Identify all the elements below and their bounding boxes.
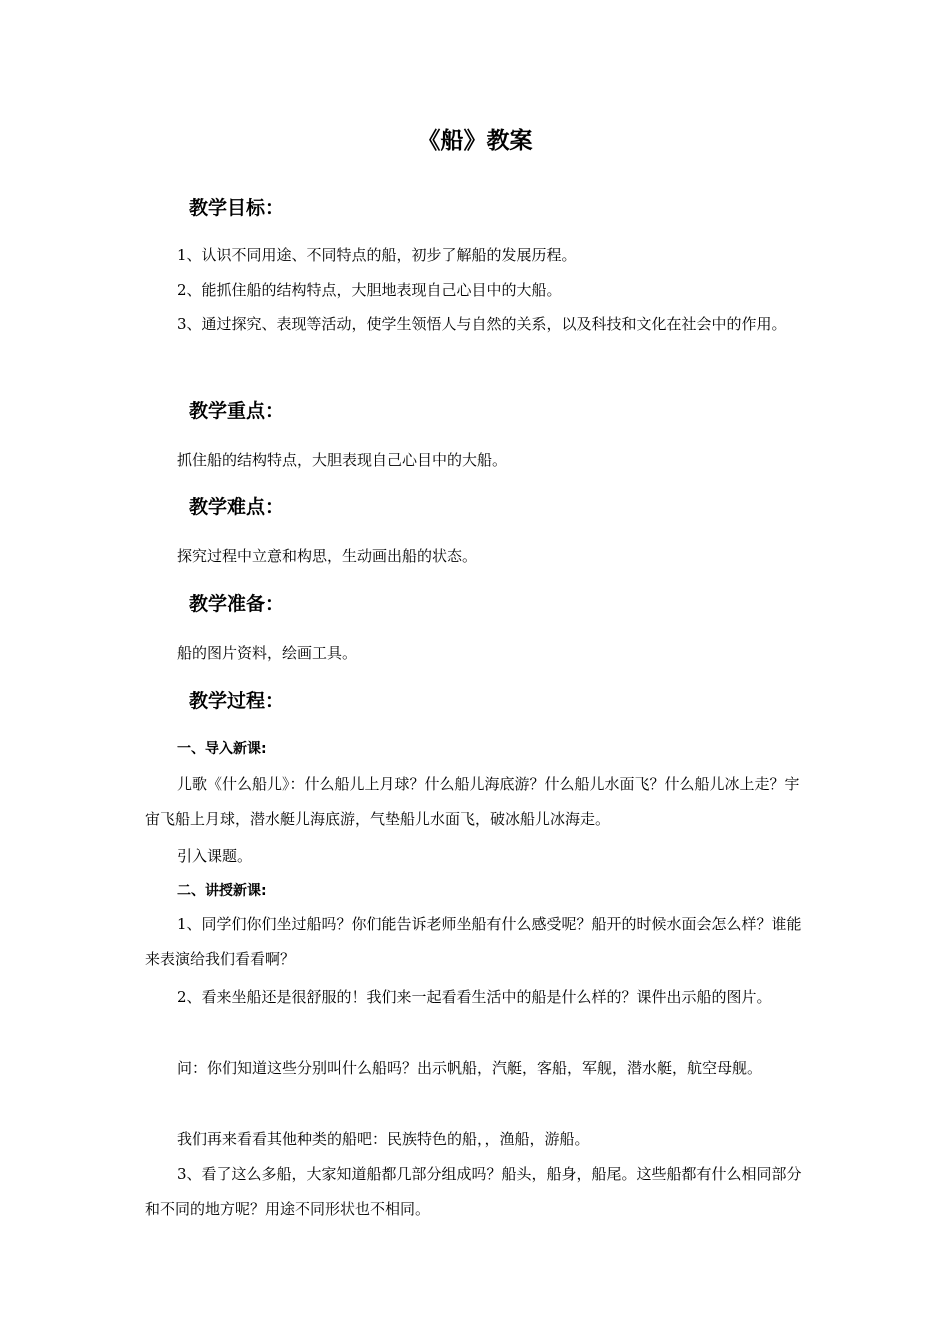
intro-song: 儿歌《什么船儿》：什么船儿上月球？什么船儿海底游？什么船儿水面飞？什么船儿冰上走？宇宙飞船上月球，潜水艇儿海底游，气垫船儿水面飞，破冰船儿冰海走。 [145,775,800,828]
intro-lead: 引入课题。 [177,847,253,865]
teach-paragraph-4: 我们再来看看其他种类的船吧：民族特色的船，，渔船，游船。 [177,1130,590,1148]
process-heading: 教学过程： [189,690,285,712]
difficulties-text: 探究过程中立意和构思，生动画出船的状态。 [177,547,478,565]
teach-paragraph-3: 问：你们知道这些分别叫什么船吗？出示帆船，汽艇，客船，军舰，潜水艇，航空母舰。 [177,1059,763,1077]
goal-item-2: 2、能抓住船的结构特点，大胆地表现自己心目中的大船。 [177,281,562,299]
teach-paragraph-2: 2、看来坐船还是很舒服的！我们来一起看看生活中的船是什么样的？课件出示船的图片。 [177,988,772,1006]
preparation-heading: 教学准备： [189,593,285,615]
goals-heading: 教学目标： [189,197,285,219]
difficulties-heading: 教学难点： [189,496,285,518]
teach-heading: 二、讲授新课: [177,883,267,899]
teach-paragraph-5: 3、看了这么多船，大家知道船都几部分组成吗？船头，船身，船尾。这些船都有什么相同部分和不同的地方呢？用途不同形状也不相同。 [145,1165,802,1218]
key-points-heading: 教学重点： [189,400,285,422]
preparation-text: 船的图片资料，绘画工具。 [177,644,358,662]
document-title: 《船》教案 [417,128,533,154]
goal-item-1: 1、认识不同用途、不同特点的船，初步了解船的发展历程。 [177,246,577,264]
intro-heading: 一、导入新课: [177,741,267,757]
key-points-text: 抓住船的结构特点，大胆表现自己心目中的大船。 [177,451,508,469]
goal-item-3: 3、通过探究、表现等活动，使学生领悟人与自然的关系，以及科技和文化在社会中的作用。 [177,315,787,333]
teach-paragraph-1: 1、同学们你们坐过船吗？你们能告诉老师坐船有什么感受呢？船开的时候水面会怎么样？谁能来表演给我们看看啊？ [145,915,802,968]
